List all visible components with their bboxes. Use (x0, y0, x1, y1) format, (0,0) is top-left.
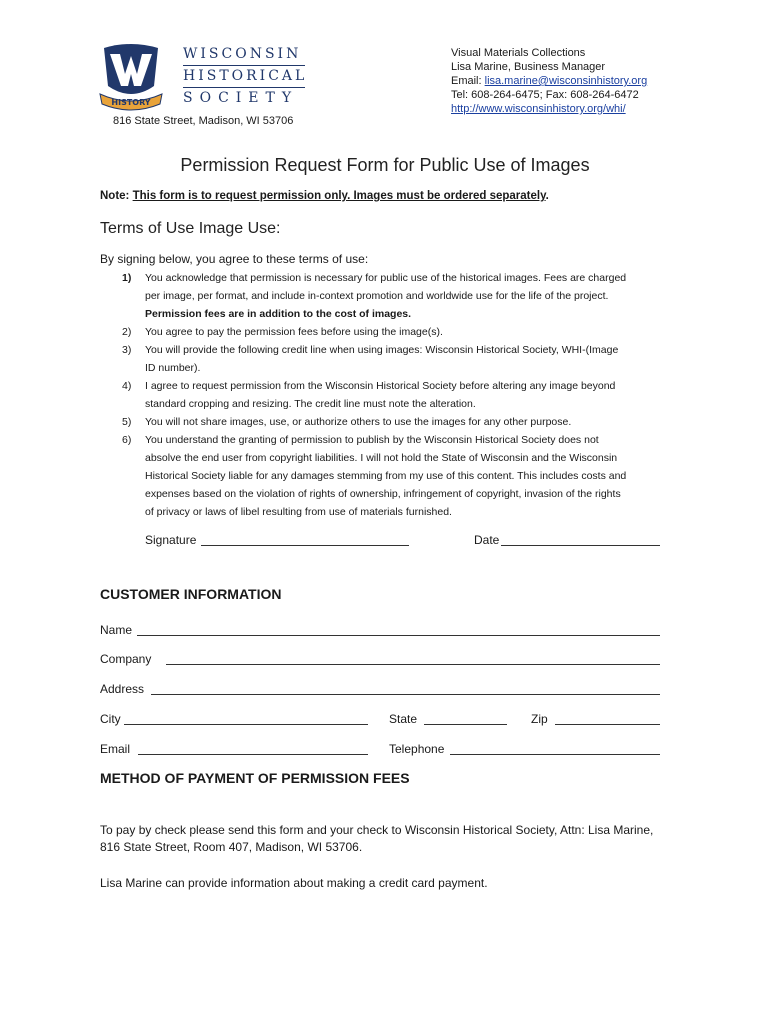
term-number-6: 6) (122, 434, 132, 446)
org-divider (183, 65, 305, 66)
email-link[interactable]: lisa.marine@wisconsinhistory.org (484, 75, 648, 87)
term-line: absolve the end user from copyright liabilities. I will not hold the State of Wisconsin and the Wisconsin (145, 452, 618, 464)
terms-heading: Terms of Use Image Use: (100, 220, 281, 237)
state-label: State (389, 712, 418, 726)
term-line: per image, per format, and include in-context promotion and worldwide use for the life of the project. (145, 290, 609, 302)
term-line: You will not share images, use, or authorize others to use the images for any other purpose. (145, 416, 572, 428)
company-field[interactable] (166, 664, 660, 665)
org-address: 816 State Street, Madison, WI 53706 (113, 115, 294, 127)
signature-label: Signature (145, 533, 197, 547)
note-prefix: Note: (100, 190, 133, 202)
telephone-label: Telephone (389, 742, 445, 756)
term-number-3: 3) (122, 344, 132, 356)
date-line[interactable] (501, 545, 660, 546)
email-field[interactable] (138, 754, 368, 755)
company-label: Company (100, 652, 152, 666)
term-number-1: 1) (122, 272, 132, 284)
zip-field[interactable] (555, 724, 660, 725)
term-line: expenses based on the violation of rights of ownership, infringement of copyright, invasion of the rights (145, 488, 621, 500)
contact-phone: Tel: 608-264-6475; Fax: 608-264-6472 (451, 89, 639, 101)
society-logo (98, 42, 164, 112)
logo-banner-text: HISTORY (111, 98, 151, 107)
term-5 (145, 413, 675, 431)
org-name-line-2: HISTORICAL (183, 68, 308, 84)
term-2 (145, 323, 675, 341)
term-3 (145, 341, 675, 377)
term-number-4: 4) (122, 380, 132, 392)
term-line: ID number). (145, 362, 201, 374)
contact-dept: Visual Materials Collections (451, 47, 586, 59)
term-1 (145, 269, 675, 323)
term-line: You understand the granting of permission to publish by the Wisconsin Historical Society does not (145, 434, 599, 446)
email-label: Email (100, 742, 131, 756)
signature-line[interactable] (201, 545, 409, 546)
city-field[interactable] (124, 724, 368, 725)
website-link[interactable]: http://www.wisconsinhistory.org/whi/ (451, 103, 626, 115)
term-line: of privacy or laws of libel resulting from use of materials furnished. (145, 506, 452, 518)
check-payment-text: To pay by check please send this form and your check to Wisconsin Historical Society, Attn: Lisa Marine, 816 State Street, Room 407, Madison, WI 53706. (100, 823, 654, 854)
org-divider (183, 87, 305, 88)
address-label: Address (100, 682, 145, 696)
term-line: You will provide the following credit line when using images: Wisconsin Historical Society, WHI-(Image (145, 344, 619, 356)
note-suffix: . (545, 190, 549, 202)
telephone-field[interactable] (450, 754, 660, 755)
term-line: I agree to request permission from the Wisconsin Historical Society before altering any image beyond (145, 380, 616, 392)
org-name-line-3: SOCIETY (183, 90, 299, 106)
zip-label: Zip (531, 712, 548, 726)
name-field[interactable] (137, 635, 660, 636)
date-label: Date (474, 533, 500, 547)
term-line: You acknowledge that permission is necessary for public use of the historical images. Fees are charged (145, 272, 627, 284)
contact-person: Lisa Marine, Business Manager (451, 61, 606, 73)
term-number-2: 2) (122, 326, 132, 338)
website-line (451, 102, 647, 116)
note (100, 190, 549, 202)
term-line: You agree to pay the permission fees before using the image(s). (145, 326, 443, 338)
contact-email-line (451, 74, 647, 88)
term-4 (145, 377, 675, 413)
state-field[interactable] (424, 724, 507, 725)
term-bold-line: Permission fees are in addition to the cost of images. (145, 308, 412, 320)
org-name-line-1: WISCONSIN (183, 46, 302, 62)
city-label: City (100, 712, 121, 726)
terms-intro: By signing below, you agree to these terms of use: (100, 252, 369, 266)
email-prefix: Email: (451, 75, 485, 87)
page-title: Permission Request Form for Public Use of Images (180, 155, 590, 175)
note-text: This form is to request permission only. Images must be ordered separately (132, 190, 546, 202)
name-label: Name (100, 623, 133, 637)
term-number-5: 5) (122, 416, 132, 428)
payment-heading: METHOD OF PAYMENT OF PERMISSION FEES (100, 770, 410, 786)
term-6 (145, 431, 675, 521)
customer-heading: CUSTOMER INFORMATION (100, 586, 282, 602)
contact-block (451, 46, 647, 116)
credit-payment-text: Lisa Marine can provide information about making a credit card payment. (100, 876, 488, 890)
term-line: standard cropping and resizing. The credit line must note the alteration. (145, 398, 476, 410)
address-field[interactable] (151, 694, 660, 695)
term-line: Historical Society liable for any damages stemming from my use of this content. This includes costs and (145, 470, 627, 482)
